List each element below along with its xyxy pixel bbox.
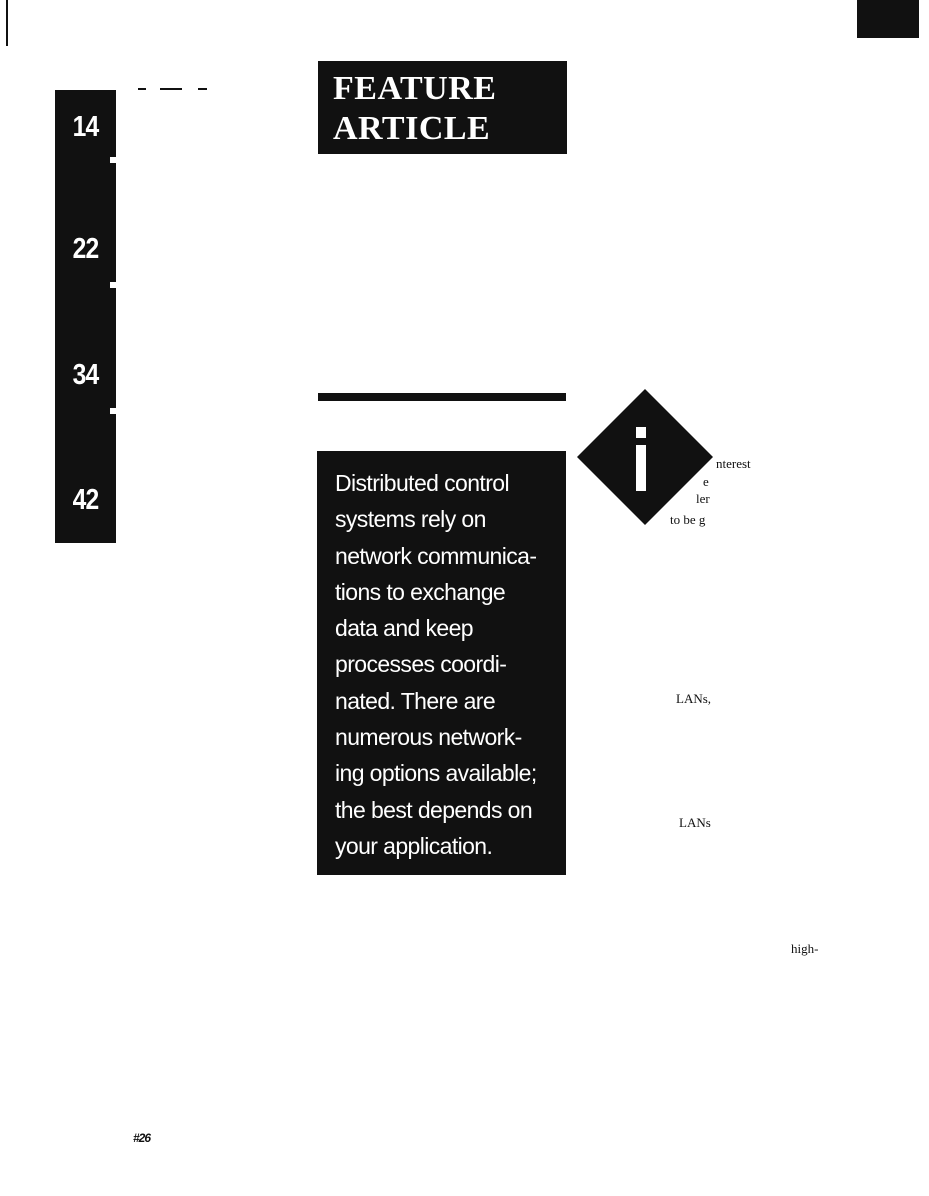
abstract-line: network communica-	[335, 542, 537, 569]
abstract-line: your application.	[335, 832, 493, 859]
body-fragment: LANs	[679, 815, 711, 830]
article-abstract	[317, 451, 566, 875]
tab-notch	[110, 157, 116, 163]
page-tab-number: 42	[72, 483, 99, 516]
tab-notch	[110, 408, 116, 414]
abstract-line: the best depends on	[335, 796, 533, 823]
body-fragment: high-	[791, 941, 819, 956]
abstract-line: systems rely on	[335, 506, 486, 533]
corner-block	[857, 0, 919, 38]
page-tab-number: 34	[72, 358, 99, 391]
dash-mark	[160, 88, 182, 90]
page-tab-14	[60, 96, 112, 158]
abstract-line: nated. There are	[335, 687, 496, 714]
body-fragment: nterest	[716, 456, 751, 471]
page-marker: #26	[133, 1131, 151, 1145]
page-tab-42	[60, 469, 112, 531]
abstract-line: numerous network-	[335, 724, 522, 751]
drop-cap-dot	[636, 427, 646, 438]
page-tab-34	[60, 344, 112, 406]
abstract-line: tions to exchange	[335, 578, 506, 605]
margin-rule	[6, 0, 8, 46]
feature-label-line: FEATURE	[333, 70, 497, 107]
body-fragment: LANs,	[676, 691, 712, 706]
title-rule	[318, 393, 566, 401]
abstract-line: processes coordi-	[335, 651, 507, 678]
page-tab-number: 22	[72, 232, 99, 265]
feature-article-label	[318, 61, 567, 154]
drop-cap-diamond	[577, 389, 713, 525]
drop-cap-stem	[636, 445, 646, 491]
page-tab-number: 14	[72, 110, 99, 143]
abstract-line: Distributed control	[335, 470, 509, 496]
abstract-line: data and keep	[335, 615, 473, 642]
body-fragment: e	[703, 474, 709, 489]
page-tab-22	[60, 218, 112, 280]
body-fragment: to be g	[670, 512, 706, 527]
dash-mark	[138, 88, 146, 90]
feature-label-line: ARTICLE	[333, 110, 491, 147]
dash-mark	[198, 88, 207, 90]
abstract-line: ing options available;	[335, 760, 537, 787]
body-fragment: ler	[696, 491, 710, 506]
drop-cap-letter: i	[641, 491, 642, 492]
tab-notch	[110, 282, 116, 288]
